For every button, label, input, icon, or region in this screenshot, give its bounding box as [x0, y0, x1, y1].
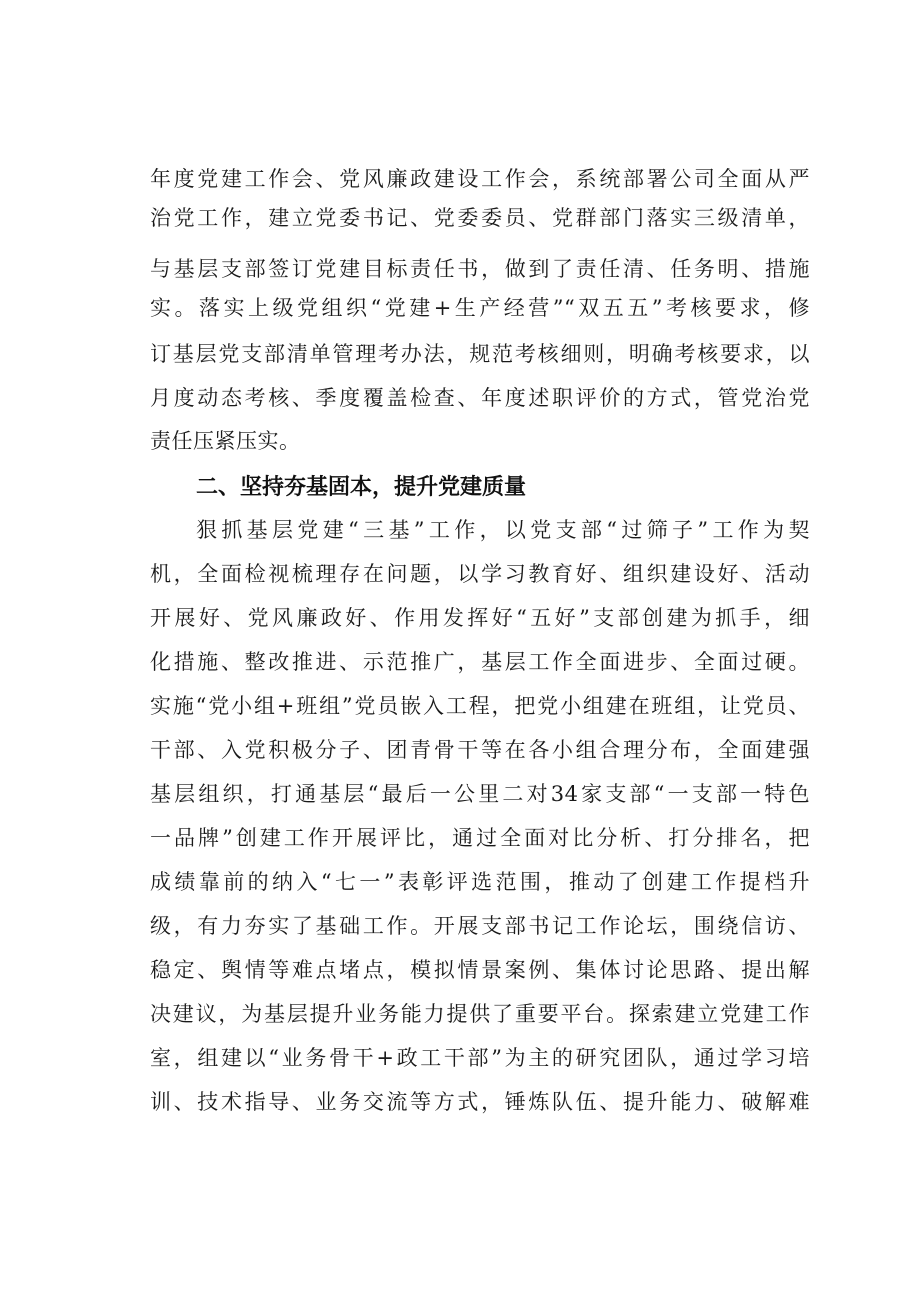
paragraph-line: 狠抓基层党建“三基”工作，以党支部“过筛子”工作为契 [196, 518, 810, 542]
section-heading: 二、坚持夯基固本，提升党建质量 [196, 475, 527, 500]
paragraph-line: 稳定、舆情等难点堵点，模拟情景案例、集体讨论思路、提出解 [150, 958, 810, 982]
paragraph-line: 与基层支部签订党建目标责任书，做到了责任清、任务明、措施 [150, 257, 810, 281]
paragraph-line: 训、技术指导、业务交流等方式，锤炼队伍、提升能力、破解难 [150, 1090, 810, 1114]
paragraph-line: 订基层党支部清单管理考办法，规范考核细则，明确考核要求，以 [150, 342, 810, 366]
paragraph-line: 成绩靠前的纳入“七一”表彰评选范围，推动了创建工作提档升 [150, 870, 810, 894]
paragraph-line: 责任压紧压实。 [150, 429, 301, 453]
paragraph-line: 机，全面检视梳理存在问题，以学习教育好、组织建设好、活动 [150, 562, 810, 586]
paragraph-line: 开展好、党风廉政好、作用发挥好“五好”支部创建为抓手，细 [150, 606, 810, 630]
paragraph-line: 治党工作，建立党委书记、党委委员、党群部门落实三级清单， [150, 206, 810, 230]
paragraph-line: 基层组织，打通基层“最后一公里二对34家支部“一支部一特色 [150, 782, 810, 806]
paragraph-line: 室，组建以“业务骨干+政工干部”为主的研究团队，通过学习培 [150, 1046, 810, 1070]
paragraph-line: 决建议，为基层提升业务能力提供了重要平台。探索建立党建工作 [150, 1002, 810, 1026]
paragraph-line: 级，有力夯实了基础工作。开展支部书记工作论坛，围绕信访、 [150, 914, 810, 938]
paragraph-line: 月度动态考核、季度覆盖检查、年度述职评价的方式，管党治党 [150, 386, 810, 410]
paragraph-line: 年度党建工作会、党风廉政建设工作会，系统部署公司全面从严 [150, 167, 810, 191]
paragraph-line: 实。落实上级党组织“党建+生产经营”“双五五”考核要求，修 [150, 296, 810, 320]
paragraph-line: 一品牌”创建工作开展评比，通过全面对比分析、打分排名，把 [150, 826, 810, 850]
paragraph-line: 干部、入党积极分子、团青骨干等在各小组合理分布，全面建强 [150, 738, 810, 762]
paragraph-line: 实施“党小组+班组”党员嵌入工程，把党小组建在班组，让党员、 [150, 694, 810, 718]
paragraph-line: 化措施、整改推进、示范推广，基层工作全面进步、全面过硬。 [150, 650, 810, 674]
